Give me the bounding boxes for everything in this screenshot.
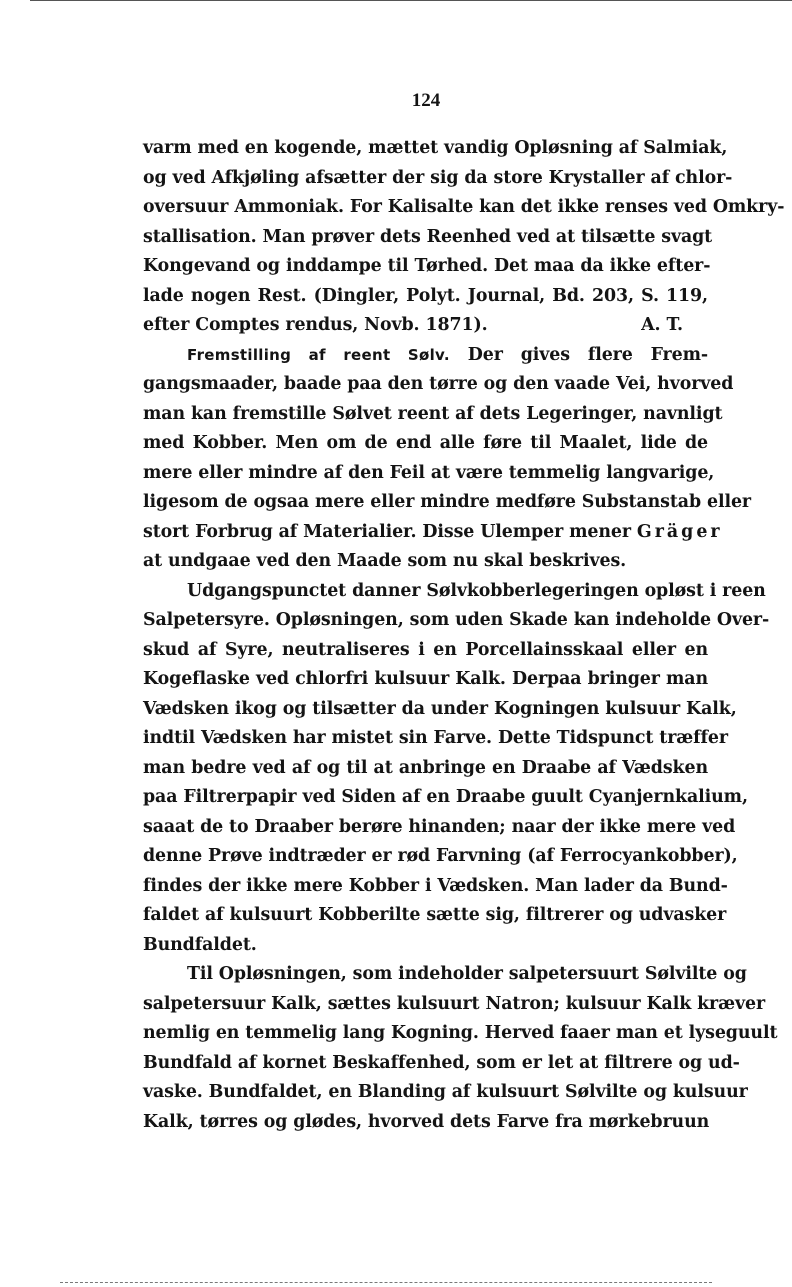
text-line: Udgangspunctet danner Sølvkobberlegeringen opløst i reen [187,580,766,601]
text-line-with-signature [143,311,708,341]
section-heading: Fremstilling af reent Sølv. [187,345,450,364]
line-text: stort Forbrug af Materialier. Disse Ulemper mener [143,521,637,542]
paragraph-4 [143,960,778,1137]
text-line: ligesom de ogsaa mere eller mindre medføre Substanstab eller [143,492,751,512]
text-line: stallisation. Man prøver dets Reenhed ved at tilsætte svagt [143,226,713,247]
text-line-heading [143,341,708,371]
paragraph-3 [143,577,770,961]
text-line: varm med en kogende, mættet vandig Opløsning af Salmiak, [143,138,728,158]
text-line: Bundfald af kornet Beskaffenhed, som er let at filtrere og ud- [143,1052,740,1073]
paragraph-2 [143,341,751,577]
body-text [143,134,785,1137]
text-line: gangsmaader, baade paa den tørre og den vaade Vei, hvorved [143,374,734,394]
text-line: Kogeflaske ved chlorfri kulsuur Kalk. Derpaa bringer man [143,669,708,689]
top-edge-line [30,0,792,1]
text-line: Salpetersyre. Opløsningen, som uden Skade kan indeholde Over- [143,610,770,630]
text-line: og ved Afkjøling afsætter der sig da store Krystaller af chlor- [143,167,733,188]
text-line-with-name [143,518,723,548]
text-line: oversuur Ammoniak. For Kalisalte kan det ikke renses ved Omkry- [143,197,785,217]
text-line: Kongevand og inddampe til Tørhed. Det maa da ikke efter- [143,256,711,276]
text-line: man bedre ved af og til at anbringe en Draabe af Vædsken [143,757,708,778]
text-line: lade nogen Rest. (Dingler, Polyt. Journal, Bd. 203, S. 119, [143,285,708,306]
heading-continuation: Der gives flere Frem- [449,344,708,365]
citation-text: efter Comptes rendus, Novb. 1871). [143,315,488,335]
text-line: Til Opløsningen, som indeholder salpetersuurt Sølvilte og [187,964,747,984]
text-line: at undgaae ved den Maade som nu skal beskrives. [143,551,627,571]
text-line: nemlig en temmelig lang Kogning. Herved faaer man et lyseguult [143,1023,778,1043]
text-line: faldet af kulsuurt Kobberilte sætte sig, filtrerer og udvasker [143,905,727,925]
text-line: denne Prøve indtræder er rød Farvning (af Ferrocyankobber), [143,846,738,866]
text-line: paa Filtrerpapir ved Siden af en Draabe guult Cyanjernkalium, [143,787,748,807]
text-line: saaat de to Draaber berøre hinanden; naar der ikke mere ved [143,816,736,837]
paragraph-1 [143,134,785,341]
person-name: Gräger [636,521,723,542]
text-line: Kalk, tørres og glødes, hvorved dets Farve fra mørkebruun [143,1111,710,1132]
text-line: Vædsken ikog og tilsætter da under Kogningen kulsuur Kalk, [143,698,737,719]
text-line: med Kobber. Men om de end alle føre til Maalet, lide de [143,433,708,453]
text-line: vaske. Bundfaldet, en Blanding af kulsuurt Sølvilte og kulsuur [143,1082,748,1102]
bottom-edge-line [60,1282,712,1284]
text-line: salpetersuur Kalk, sættes kulsuurt Natron; kulsuur Kalk kræver [143,993,766,1014]
text-line: Bundfaldet. [143,934,257,955]
text-line: indtil Vædsken har mistet sin Farve. Dette Tidspunct træffer [143,728,728,748]
text-line: findes der ikke mere Kobber i Vædsken. Man lader da Bund- [143,875,728,896]
author-signature: A. T. [641,315,683,335]
text-line: man kan fremstille Sølvet reent af dets Legeringer, navnligt [143,403,723,424]
text-line: mere eller mindre af den Feil at være temmelig langvarige, [143,462,715,483]
text-line: skud af Syre, neutraliseres i en Porcellainsskaal eller en [143,639,708,660]
page-number: 124 [411,90,441,111]
